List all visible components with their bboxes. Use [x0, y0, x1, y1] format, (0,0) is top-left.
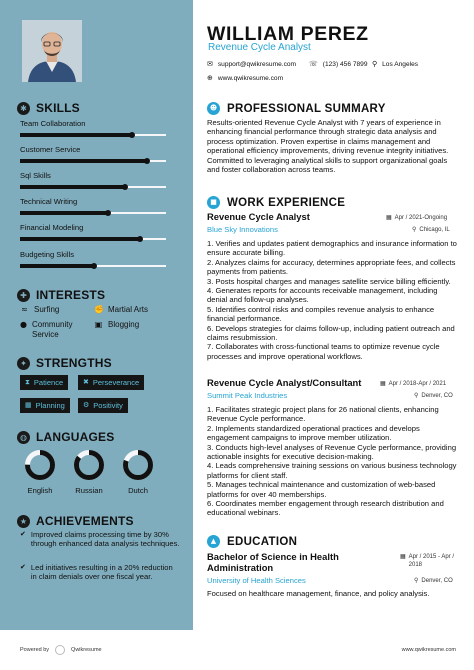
location-pin-icon: ⚲	[414, 577, 419, 584]
language-item	[113, 449, 163, 495]
summary-text: Results-oriented Revenue Cycle Analyst with 7 years of experience in enhancing financial performance through strategic data analysis and process optimization. Proven expertise in claims management and operational efficiency improvements, driving revenue integrity initiatives. Committed to leveraging analytical skills to support organizational goals and foster collaboration across teams.	[207, 118, 449, 175]
skill-name: Budgeting Skills	[20, 250, 75, 259]
phone-icon: ☏	[309, 60, 318, 68]
checkmark-icon: ✔	[20, 530, 26, 538]
hourglass-icon: ⧗	[25, 378, 30, 386]
calendar-icon: ▦	[400, 553, 406, 560]
achievement-text: Improved claims processing time by 30% through enhanced data analysis techniques.	[30, 530, 180, 549]
skill-name: Team Collaboration	[20, 119, 86, 128]
globe-icon: ⊕	[207, 74, 213, 82]
email-text: support@qwikresume.com	[217, 60, 297, 68]
skill-name: Sql Skills	[20, 171, 51, 180]
skill-level-knob	[105, 210, 111, 216]
location-pin-icon: ⚲	[414, 392, 419, 399]
list-item: 4. Generates reports for accounts receivable management, including denial and follow-up analyses.	[207, 286, 438, 305]
language-name: Dutch	[128, 486, 148, 495]
website-contact[interactable]	[207, 74, 283, 82]
blogging-icon: ▣	[94, 320, 103, 329]
list-item: 3. Conducts high-level analyses of Revenue Cycle performance, providing actionable insights for executive decision-making.	[207, 442, 457, 462]
footer-brand	[20, 645, 102, 655]
list-item: 1. Facilitates strategic project plans for 26 national clients, enhancing Revenue Cycle performance.	[207, 405, 439, 424]
avatar	[22, 20, 82, 82]
person-icon: ☻	[207, 102, 220, 115]
job-title: Revenue Cycle Analyst	[208, 42, 311, 53]
skill-item	[20, 170, 166, 189]
skill-level-knob	[144, 158, 150, 164]
skill-item	[20, 196, 166, 215]
list-item: 2. Implements standardized operational practices and develops engagement campaigns to improve member utilization.	[207, 423, 420, 443]
list-item: 2. Analyzes claims for accuracy, determines appropriate fees, and collects payments from patients.	[207, 257, 456, 277]
strength-label: Patience	[33, 378, 64, 387]
strength-label: Planning	[35, 401, 65, 410]
location-pin-icon: ⚲	[372, 60, 378, 68]
job-role: Revenue Cycle Analyst	[207, 211, 310, 222]
languages-icon: ◍	[17, 431, 30, 444]
calendar-icon: ▦	[386, 214, 392, 221]
list-item: 6. Coordinates member engagement through research distribution and educational webinars.	[207, 499, 444, 518]
strength-chip	[78, 375, 144, 390]
footer-url[interactable]: www.qwikresume.com	[401, 647, 456, 653]
email-contact[interactable]	[207, 60, 296, 68]
job-dates: ▦ Apr / 2021-Ongoing	[386, 214, 448, 221]
strength-label: Positivity	[93, 401, 123, 410]
job-company: Summit Peak Industries	[207, 391, 288, 400]
interest-item	[20, 320, 82, 340]
surfing-icon: ≈	[21, 305, 28, 314]
education-text: Focused on healthcare management, finance, and policy analysis.	[207, 589, 430, 598]
achievement-item	[20, 563, 180, 582]
job-location: ⚲ Denver, CO	[414, 392, 453, 399]
trophy-icon: ★	[17, 515, 30, 528]
languages-title: LANGUAGES	[36, 430, 115, 444]
skill-level-bar	[20, 237, 166, 241]
interest-label: Surfing	[34, 305, 60, 314]
achievement-item	[20, 530, 180, 549]
skill-level-bar	[20, 264, 166, 268]
list-item: 3. Posts hospital charges and manages satellite service billing efficiently.	[207, 276, 451, 286]
languages-heading	[17, 430, 114, 444]
achievements-title: ACHIEVEMENTS	[36, 514, 134, 528]
skill-level-bar	[20, 159, 166, 163]
calendar-icon: ▦	[25, 401, 32, 409]
job-location: ⚲ Chicago, IL	[412, 226, 450, 233]
skill-level-bar	[20, 133, 166, 137]
skill-name: Financial Modeling	[20, 223, 84, 232]
list-item: 5. Identifies control risks and compiles revenue analysis to enhance financial performance.	[207, 304, 435, 324]
experience-title: WORK EXPERIENCE	[227, 196, 346, 209]
job-role: Revenue Cycle Analyst/Consultant	[207, 377, 362, 388]
skills-heading	[17, 101, 80, 115]
skill-level-knob	[137, 236, 143, 242]
skill-item	[20, 144, 166, 163]
calendar-icon: ▦	[380, 380, 386, 387]
strengths-title: STRENGTHS	[36, 356, 112, 370]
skill-level-bar	[20, 211, 166, 215]
martial-arts-icon: ✊	[94, 305, 104, 314]
language-name: Russian	[75, 486, 103, 495]
community-icon: ●	[20, 320, 27, 329]
powered-by-label: Powered by	[20, 647, 50, 653]
language-item	[15, 449, 65, 495]
education-dates: ▦ Apr / 2015 - Apr / 2018	[400, 553, 455, 568]
strength-chip	[20, 375, 68, 390]
interest-label: Community Service	[31, 320, 73, 339]
experience-heading	[207, 196, 345, 209]
skill-item	[20, 222, 166, 241]
email-icon: ✉	[207, 60, 213, 68]
list-item: 1. Verifies and updates patient demographics and insurance information to ensure accurate billing.	[207, 239, 457, 258]
strengths-heading	[17, 356, 112, 370]
interest-label: Blogging	[108, 320, 140, 329]
job-bullets	[207, 239, 457, 361]
language-name: English	[27, 486, 53, 495]
interests-icon: ✚	[17, 289, 30, 302]
location-pin-icon: ⚲	[412, 226, 417, 233]
list-item: 4. Leads comprehensive training sessions on various business technology platforms for client staff.	[207, 461, 457, 480]
strengths-icon: ✦	[17, 357, 30, 370]
interest-item	[94, 320, 139, 330]
checkmark-icon: ✔	[20, 563, 26, 571]
interests-heading	[17, 288, 105, 302]
education-title: EDUCATION	[227, 535, 298, 548]
footer	[0, 630, 474, 670]
interests-title: INTERESTS	[36, 288, 106, 302]
language-level-ring	[122, 449, 154, 481]
skills-title: SKILLS	[36, 101, 80, 115]
list-item: 7. Collaborates with cross-functional teams to optimize revenue cycle processes and improve operational workflows.	[207, 342, 440, 361]
list-item: 5. Manages technical maintenance and customization of web-based platforms for over 40 memberships.	[207, 480, 436, 499]
achievement-text: Led initiatives resulting in a 20% reduction in claim denials over one fiscal year.	[30, 563, 173, 582]
language-item	[64, 449, 114, 495]
list-item: 6. Develops strategies for claims follow-up, including patient outreach and claims resubmission.	[207, 323, 455, 343]
education-heading	[207, 535, 297, 548]
skill-name: Technical Writing	[20, 197, 78, 206]
location-text: Los Angeles	[382, 60, 419, 68]
qwikresume-logo-icon	[55, 645, 65, 655]
website-text: www.qwikresume.com	[217, 74, 284, 82]
strength-chip	[78, 398, 128, 413]
job-bullets	[207, 405, 457, 518]
strength-label: Perseverance	[92, 378, 140, 387]
briefcase-icon: ■	[207, 196, 220, 209]
skill-level-bar	[20, 185, 166, 189]
interest-label: Martial Arts	[108, 305, 149, 314]
education-location: ⚲ Denver, CO	[414, 577, 453, 584]
skill-item	[20, 118, 166, 137]
graduation-cap-icon: ▲	[207, 535, 220, 548]
brand-name[interactable]: Qwikresume	[71, 647, 102, 653]
summary-heading	[207, 102, 386, 115]
job-dates: ▦ Apr / 2018-Apr / 2021	[380, 380, 447, 387]
candidate-name: WILLIAM PEREZ	[207, 23, 369, 45]
interest-item	[94, 305, 148, 315]
interest-item	[20, 305, 59, 315]
summary-title: PROFESSIONAL SUMMARY	[227, 102, 386, 115]
phone-text: (123) 456 7899	[322, 60, 368, 68]
perseverance-icon: ✖	[83, 378, 89, 386]
strength-chip	[20, 398, 70, 413]
skill-item	[20, 249, 166, 268]
degree-title: Bachelor of Science in Health Administration	[207, 551, 339, 573]
achievements-heading	[17, 514, 134, 528]
job-company: Blue Sky Innovations	[207, 225, 278, 234]
skill-name: Customer Service	[20, 145, 81, 154]
profile-photo	[22, 20, 82, 82]
language-level-ring	[24, 449, 56, 481]
school-name: University of Health Sciences	[207, 576, 306, 585]
gear-icon: ⚙	[83, 401, 90, 409]
location-contact	[372, 60, 418, 68]
lightbulb-icon: ✱	[17, 102, 30, 115]
language-level-ring	[73, 449, 105, 481]
phone-contact	[309, 60, 368, 68]
